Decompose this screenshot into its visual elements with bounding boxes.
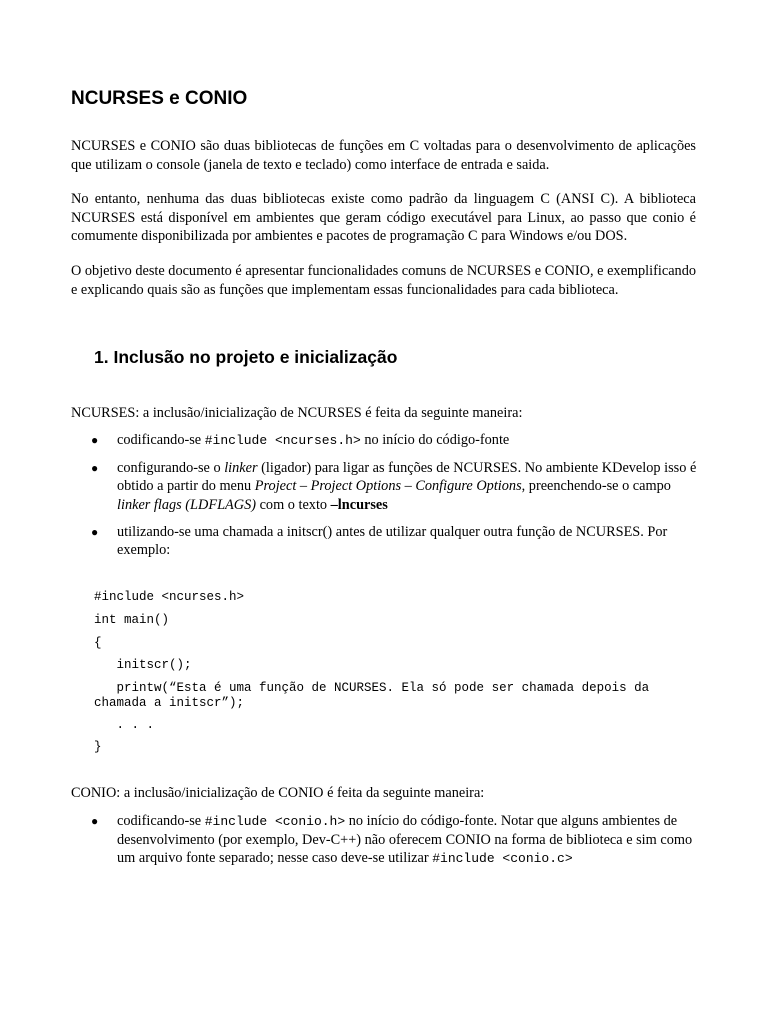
list-item-text: no início do código-fonte <box>360 432 510 448</box>
linker-flags-term: linker flags (LDFLAGS) <box>117 496 256 513</box>
menu-path: Project – Project Options – Configure Options <box>254 478 522 495</box>
code-line: . . . <box>94 718 155 732</box>
code-line: { <box>94 636 102 650</box>
bullet-icon: ● <box>91 461 99 476</box>
list-item-text: configurando-se o <box>117 460 225 477</box>
include-code: #include <ncurses.h> <box>204 433 361 448</box>
list-item-text: codificando-se <box>117 813 205 829</box>
list-item-text: , preenchendo-se o campo <box>521 478 671 495</box>
code-line: printw(“Esta é uma função de NCURSES. Ela só pode ser chamada depois da <box>94 681 650 695</box>
list-item <box>71 431 698 450</box>
bullet-icon: ● <box>91 433 99 447</box>
conio-steps-list <box>71 812 698 878</box>
list-item-text: (ligador) para ligar as funções de NCURSES. No ambiente KDevelop isso é obtido a partir do menu <box>117 460 697 495</box>
list-item <box>71 812 698 869</box>
list-item <box>71 523 698 559</box>
code-line: #include <ncurses.h> <box>94 590 245 604</box>
ncurses-steps-list <box>71 431 698 568</box>
intro-paragraph-1: NCURSES e CONIO são duas bibliotecas de funções em C voltadas para o desenvolvimento de aplicações que utilizam o console (janela de texto e teclado) como interface de entrada e saida. <box>71 138 696 173</box>
bullet-icon: ● <box>91 814 99 828</box>
intro-paragraph-3: O objetivo deste documento é apresentar funcionalidades comuns de NCURSES e CONIO, e exemplificando e explicando quais são as funções que implementam essas funcionalidades para cada biblioteca. <box>71 263 696 298</box>
list-item-text: utilizando-se uma chamada a initscr() antes de utilizar qualquer outra função de NCURSES. Por exemplo: <box>117 523 668 559</box>
linker-option: –lncurses <box>330 496 388 513</box>
linker-term: linker <box>224 460 258 477</box>
intro-paragraph-2: No entanto, nenhuma das duas bibliotecas existe como padrão da linguagem C (ANSI C). A biblioteca NCURSES está disponível em ambientes que geram código executável para Linux, ao passo que conio é comumente disponibilizada por ambientes e pacotes de programação C para Windows e/ou DOS. <box>71 191 696 244</box>
code-line: chamada a initscr”); <box>94 696 245 710</box>
list-item-text: no início do código-fonte. Notar que alguns ambientes de desenvolvimento (por exemplo, Dev-C++) não oferecem CONIO na forma de biblioteca e sim como um arquivo fonte separado; nesse caso deve-se utilizar <box>117 813 693 867</box>
conio-lead-text: CONIO: a inclusão/inicialização de CONIO é feita da seguinte maneira: <box>71 785 485 801</box>
code-line: initscr(); <box>94 658 192 672</box>
list-item-text: com o texto <box>256 496 331 513</box>
document-title: NCURSES e CONIO <box>71 88 248 109</box>
code-line: } <box>94 740 102 754</box>
ncurses-lead-text: NCURSES: a inclusão/inicialização de NCURSES é feita da seguinte maneira: <box>71 405 523 421</box>
list-item <box>71 459 698 514</box>
bullet-icon: ● <box>91 524 99 539</box>
code-line: int main() <box>94 613 170 627</box>
section-heading: 1. Inclusão no projeto e inicialização <box>94 347 398 367</box>
include-code: #include <conio.h> <box>204 814 346 829</box>
list-item-text: codificando-se <box>117 432 205 448</box>
include-code: #include <conio.c> <box>432 851 573 867</box>
